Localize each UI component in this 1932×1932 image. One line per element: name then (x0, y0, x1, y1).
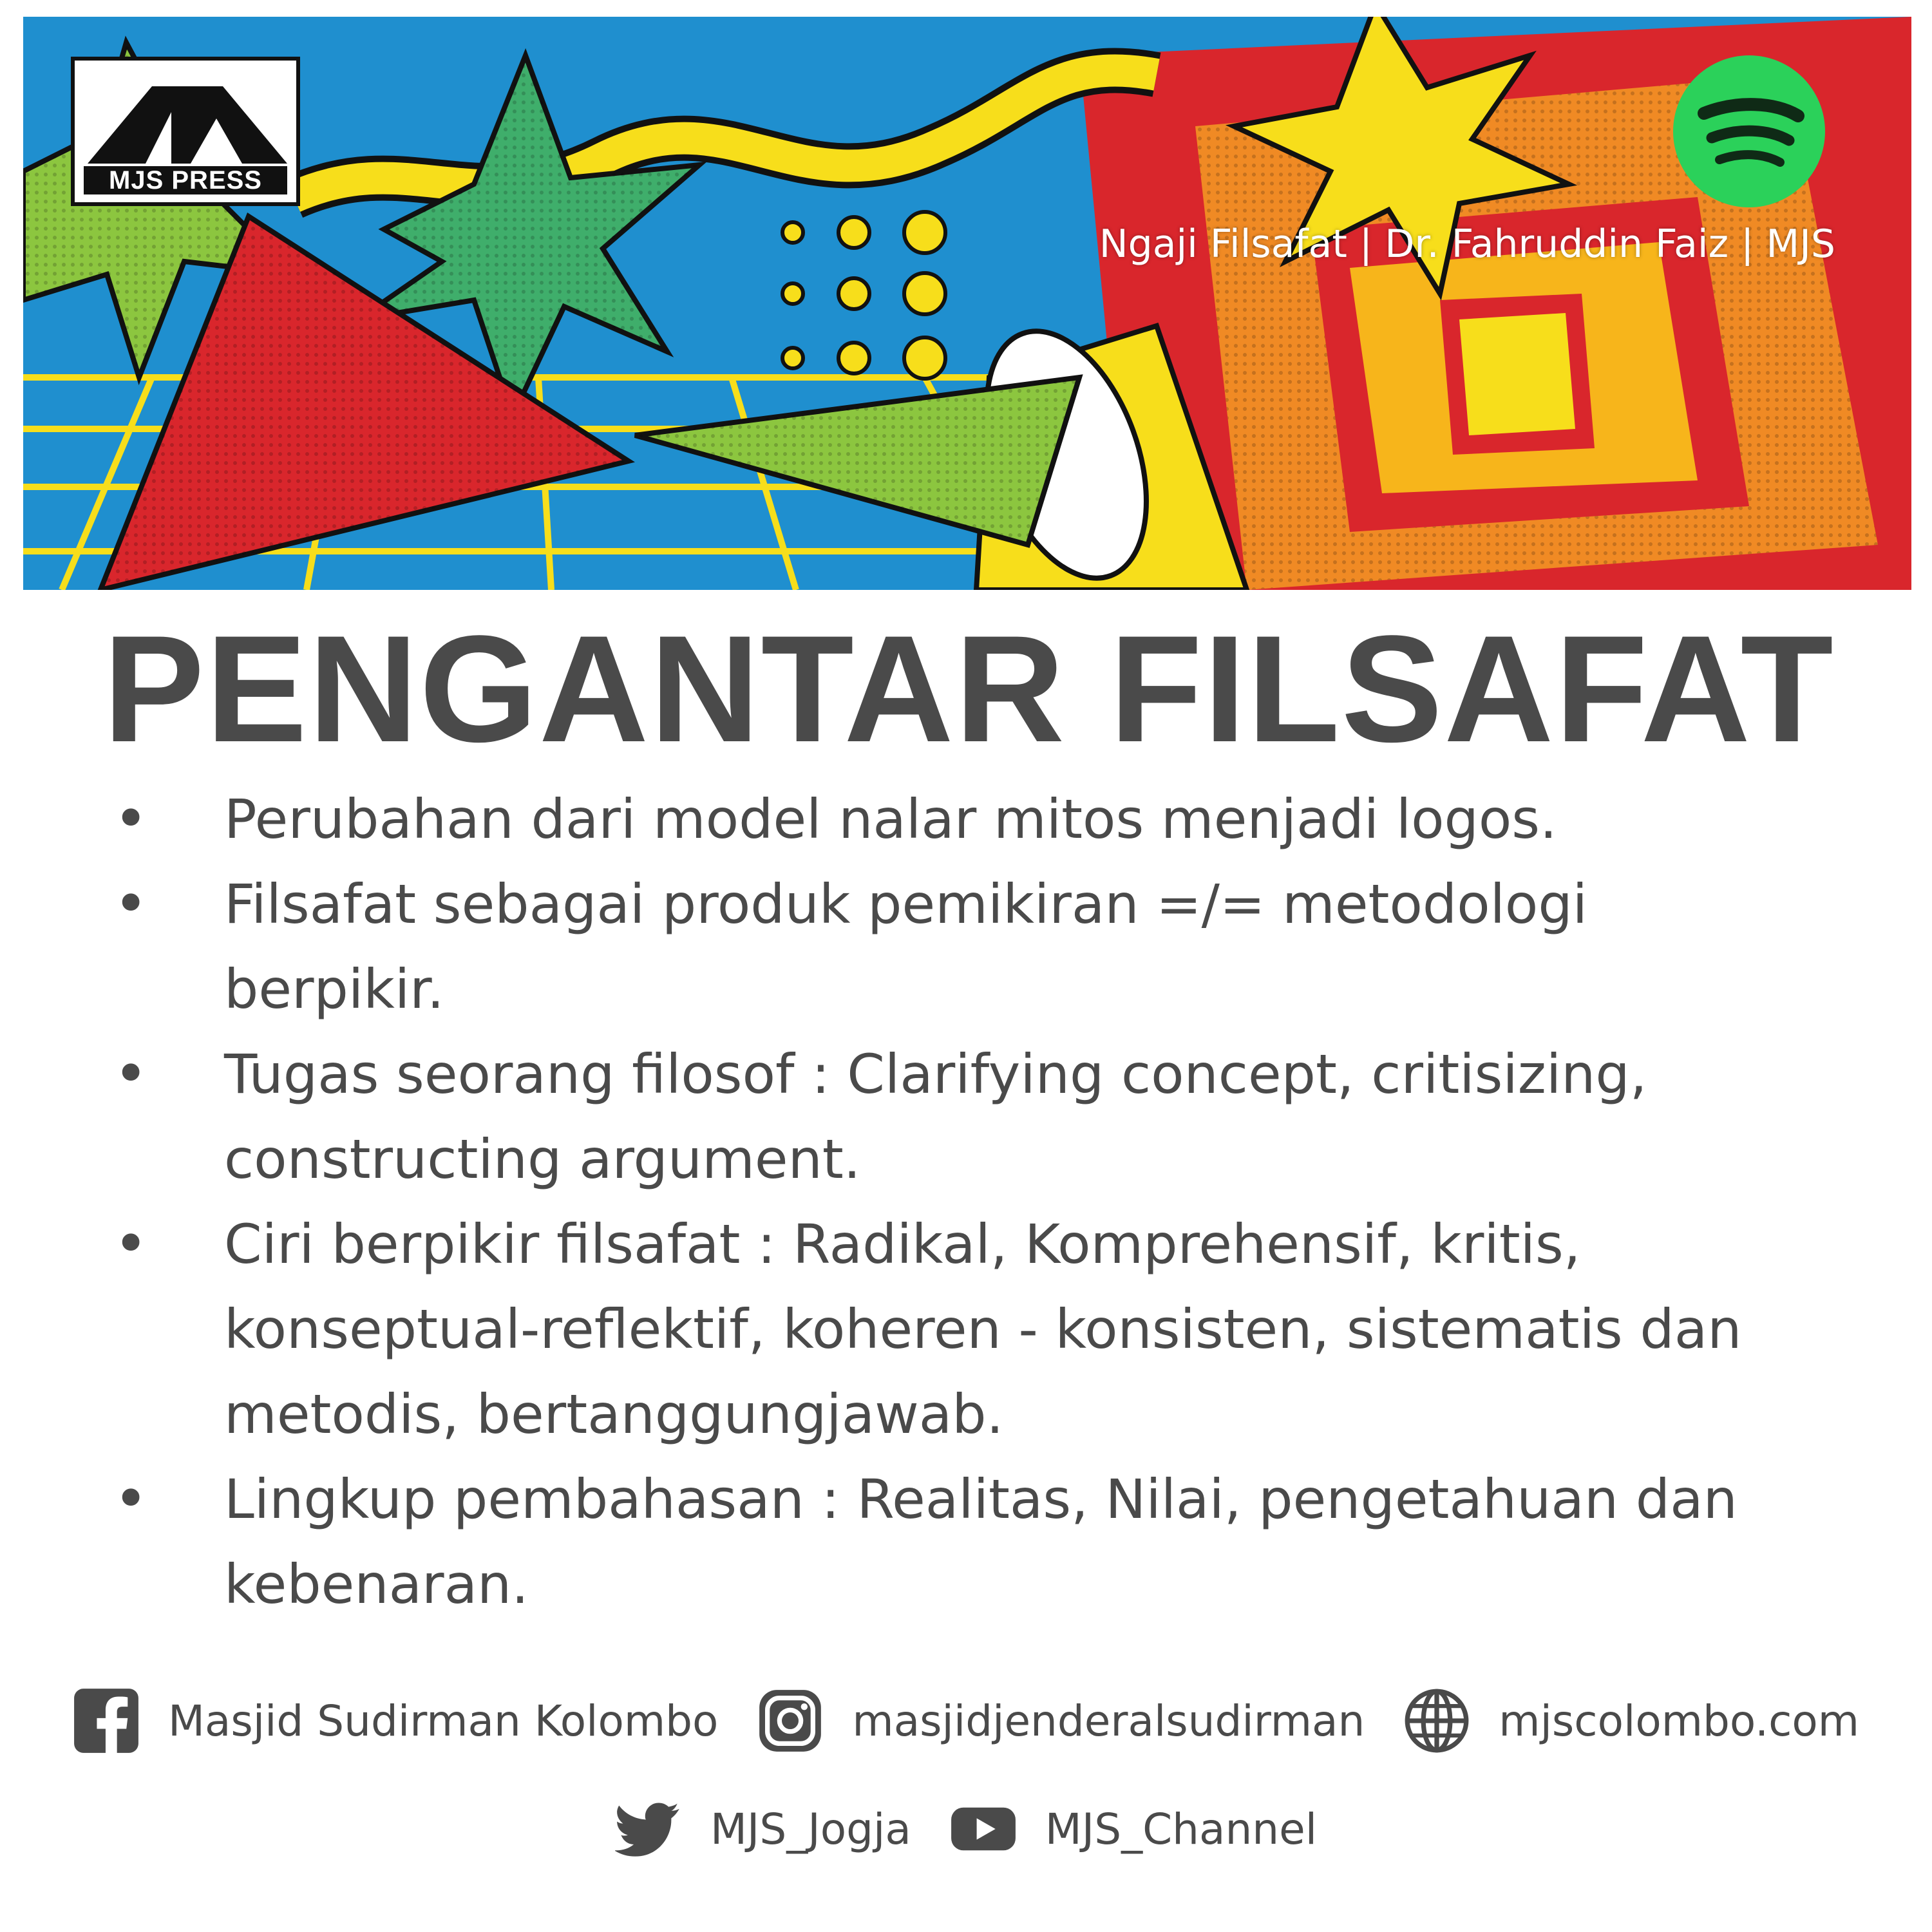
bullet-marker: • (113, 1464, 149, 1533)
social-links-row (0, 1795, 1932, 1862)
bullet-marker: • (113, 784, 149, 853)
instagram-icon (757, 1687, 824, 1754)
facebook-link[interactable] (73, 1687, 718, 1754)
instagram-link[interactable] (757, 1687, 1365, 1754)
list-item (109, 1202, 1823, 1457)
youtube-icon (950, 1795, 1017, 1862)
facebook-label: Masjid Sudirman Kolombo (167, 1696, 719, 1746)
pop-art-banner-illustration (23, 17, 1911, 590)
youtube-link[interactable] (950, 1795, 1317, 1862)
twitter-icon (615, 1795, 682, 1862)
header-banner (23, 17, 1911, 590)
list-item (109, 1032, 1823, 1202)
list-item (109, 1457, 1823, 1627)
mjs-press-logo (71, 57, 300, 206)
list-item-text: Perubahan dari model nalar mitos menjadi logos. (224, 788, 1557, 851)
website-link[interactable] (1403, 1687, 1859, 1754)
list-item-text: Filsafat sebagai produk pemikiran =/= metodologi berpikir. (224, 873, 1587, 1021)
list-item-text: Tugas seorang filosof : Clarifying concept, critisizing, constructing argument. (224, 1043, 1647, 1191)
globe-icon (1403, 1687, 1470, 1754)
social-links-row (0, 1687, 1932, 1754)
list-item-text: Ciri berpikir filsafat : Radikal, Komprehensif, kritis, konseptual-reflektif, koheren - konsisten, sistematis dan metodis, bertanggungjawab. (224, 1213, 1742, 1446)
instagram-label: masjidjenderalsudirman (852, 1696, 1365, 1746)
website-label: mjscolombo.com (1499, 1696, 1860, 1746)
list-item (109, 862, 1823, 1032)
bullet-marker: • (113, 1209, 149, 1278)
bullet-marker: • (113, 1039, 149, 1108)
logo-text: MJS PRESS (84, 166, 287, 194)
bullet-list (109, 777, 1823, 1627)
spotify-icon (1672, 54, 1826, 209)
twitter-label: MJS_Jogja (710, 1804, 911, 1854)
page-title: PENGANTAR FILSAFAT (103, 604, 1835, 774)
facebook-icon (73, 1687, 140, 1754)
twitter-link[interactable] (615, 1795, 911, 1862)
list-item-text: Lingkup pembahasan : Realitas, Nilai, pengetahuan dan kebenaran. (224, 1468, 1738, 1616)
bullet-marker: • (113, 869, 149, 938)
banner-caption: Ngaji Filsafat | Dr. Fahruddin Faiz | MJS (1099, 222, 1835, 267)
youtube-label: MJS_Channel (1045, 1804, 1318, 1854)
list-item (109, 777, 1823, 862)
